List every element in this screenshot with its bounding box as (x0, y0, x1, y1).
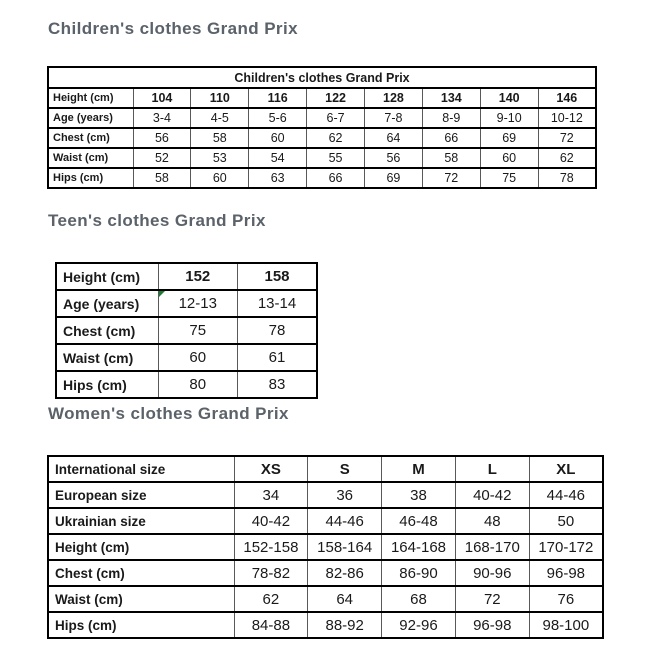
value-cell: 86-90 (382, 560, 456, 586)
value-cell: M (382, 456, 456, 482)
value-cell: 6-7 (307, 108, 365, 128)
value-cell: 64 (365, 128, 423, 148)
value-cell: 44-46 (308, 508, 382, 534)
value-cell: 68 (382, 586, 456, 612)
value-cell: 122 (307, 88, 365, 108)
value-cell: 36 (308, 482, 382, 508)
value-cell: 66 (422, 128, 480, 148)
value-cell: 63 (249, 168, 307, 188)
value-cell: 170-172 (529, 534, 603, 560)
value-cell: 48 (455, 508, 529, 534)
value-cell: 58 (133, 168, 191, 188)
value-cell: 98-100 (529, 612, 603, 638)
row-label-cell: European size (48, 482, 234, 508)
value-cell: 146 (538, 88, 596, 108)
row-label-cell: Age (years) (56, 290, 158, 317)
teen-size-table (55, 262, 318, 399)
teen-section-heading: Teen's clothes Grand Prix (48, 211, 266, 230)
value-cell: 80 (158, 371, 238, 398)
value-cell: 78 (538, 168, 596, 188)
value-cell: 60 (249, 128, 307, 148)
table-row (48, 108, 596, 128)
value-cell: 158-164 (308, 534, 382, 560)
value-cell: 9-10 (480, 108, 538, 128)
value-cell: XS (234, 456, 308, 482)
value-cell: 12-13 (158, 290, 238, 317)
value-cell: 69 (480, 128, 538, 148)
table-row (48, 482, 603, 508)
value-cell: 58 (191, 128, 249, 148)
value-cell: 92-96 (382, 612, 456, 638)
value-cell: 104 (133, 88, 191, 108)
row-label-cell: Height (cm) (48, 88, 133, 108)
table-row (56, 290, 317, 317)
table-row (48, 508, 603, 534)
table-row (48, 586, 603, 612)
table-row (56, 317, 317, 344)
value-cell: 158 (238, 263, 318, 290)
value-cell: 46-48 (382, 508, 456, 534)
value-cell: 60 (158, 344, 238, 371)
women-size-table (47, 455, 604, 639)
value-cell: 168-170 (455, 534, 529, 560)
value-cell: 61 (238, 344, 318, 371)
table-row (56, 263, 317, 290)
value-cell: 152 (158, 263, 238, 290)
value-cell: 78-82 (234, 560, 308, 586)
value-cell: 96-98 (529, 560, 603, 586)
value-cell: 7-8 (365, 108, 423, 128)
value-cell: 90-96 (455, 560, 529, 586)
value-cell: 62 (234, 586, 308, 612)
row-label-cell: Height (cm) (56, 263, 158, 290)
value-cell: 53 (191, 148, 249, 168)
value-cell: 75 (158, 317, 238, 344)
row-label-cell: Chest (cm) (48, 560, 234, 586)
row-label-cell: Hips (cm) (48, 612, 234, 638)
table-row (48, 534, 603, 560)
table-row (48, 612, 603, 638)
row-label-cell: Waist (cm) (48, 586, 234, 612)
value-cell: 60 (191, 168, 249, 188)
value-cell: 62 (307, 128, 365, 148)
value-cell: 72 (538, 128, 596, 148)
value-cell: 152-158 (234, 534, 308, 560)
value-cell: 72 (422, 168, 480, 188)
table-title-cell: Children's clothes Grand Prix (48, 67, 596, 88)
table-row (48, 128, 596, 148)
value-cell: 52 (133, 148, 191, 168)
value-cell: 34 (234, 482, 308, 508)
row-label-cell: Ukrainian size (48, 508, 234, 534)
table-row (48, 88, 596, 108)
value-cell: 64 (308, 586, 382, 612)
value-cell: 8-9 (422, 108, 480, 128)
value-cell: S (308, 456, 382, 482)
value-cell: 54 (249, 148, 307, 168)
value-cell: 164-168 (382, 534, 456, 560)
value-cell: 134 (422, 88, 480, 108)
value-cell: 76 (529, 586, 603, 612)
value-cell: 13-14 (238, 290, 318, 317)
value-cell: 5-6 (249, 108, 307, 128)
value-cell: 82-86 (308, 560, 382, 586)
value-cell: 116 (249, 88, 307, 108)
value-cell: 75 (480, 168, 538, 188)
table-row (48, 148, 596, 168)
value-cell: 96-98 (455, 612, 529, 638)
row-label-cell: Chest (cm) (48, 128, 133, 148)
table-title-row (48, 67, 596, 88)
table-row (48, 560, 603, 586)
value-cell: 84-88 (234, 612, 308, 638)
value-cell: 56 (133, 128, 191, 148)
value-cell: 3-4 (133, 108, 191, 128)
children-section-heading: Children's clothes Grand Prix (48, 19, 298, 38)
table-row (48, 456, 603, 482)
value-cell: 50 (529, 508, 603, 534)
women-section-heading: Women's clothes Grand Prix (48, 404, 289, 423)
value-cell: 62 (538, 148, 596, 168)
row-label-cell: Chest (cm) (56, 317, 158, 344)
value-cell: 72 (455, 586, 529, 612)
value-cell: 88-92 (308, 612, 382, 638)
value-cell: 83 (238, 371, 318, 398)
row-label-cell: Hips (cm) (48, 168, 133, 188)
cell-error-marker-icon (159, 291, 165, 297)
table-row (48, 168, 596, 188)
value-cell: 38 (382, 482, 456, 508)
children-size-table (47, 66, 597, 189)
row-label-cell: International size (48, 456, 234, 482)
value-cell: 55 (307, 148, 365, 168)
row-label-cell: Waist (cm) (48, 148, 133, 168)
value-cell: 140 (480, 88, 538, 108)
value-cell: 110 (191, 88, 249, 108)
row-label-cell: Waist (cm) (56, 344, 158, 371)
value-cell: 78 (238, 317, 318, 344)
value-cell: 10-12 (538, 108, 596, 128)
value-cell: 58 (422, 148, 480, 168)
value-cell: 44-46 (529, 482, 603, 508)
value-cell: L (455, 456, 529, 482)
value-cell: 40-42 (234, 508, 308, 534)
value-cell: 56 (365, 148, 423, 168)
table-row (56, 344, 317, 371)
row-label-cell: Age (years) (48, 108, 133, 128)
row-label-cell: Height (cm) (48, 534, 234, 560)
value-cell: 128 (365, 88, 423, 108)
value-cell: 40-42 (455, 482, 529, 508)
value-cell: 69 (365, 168, 423, 188)
value-cell: 66 (307, 168, 365, 188)
table-row (56, 371, 317, 398)
value-cell: 4-5 (191, 108, 249, 128)
row-label-cell: Hips (cm) (56, 371, 158, 398)
value-cell: 60 (480, 148, 538, 168)
value-cell: XL (529, 456, 603, 482)
